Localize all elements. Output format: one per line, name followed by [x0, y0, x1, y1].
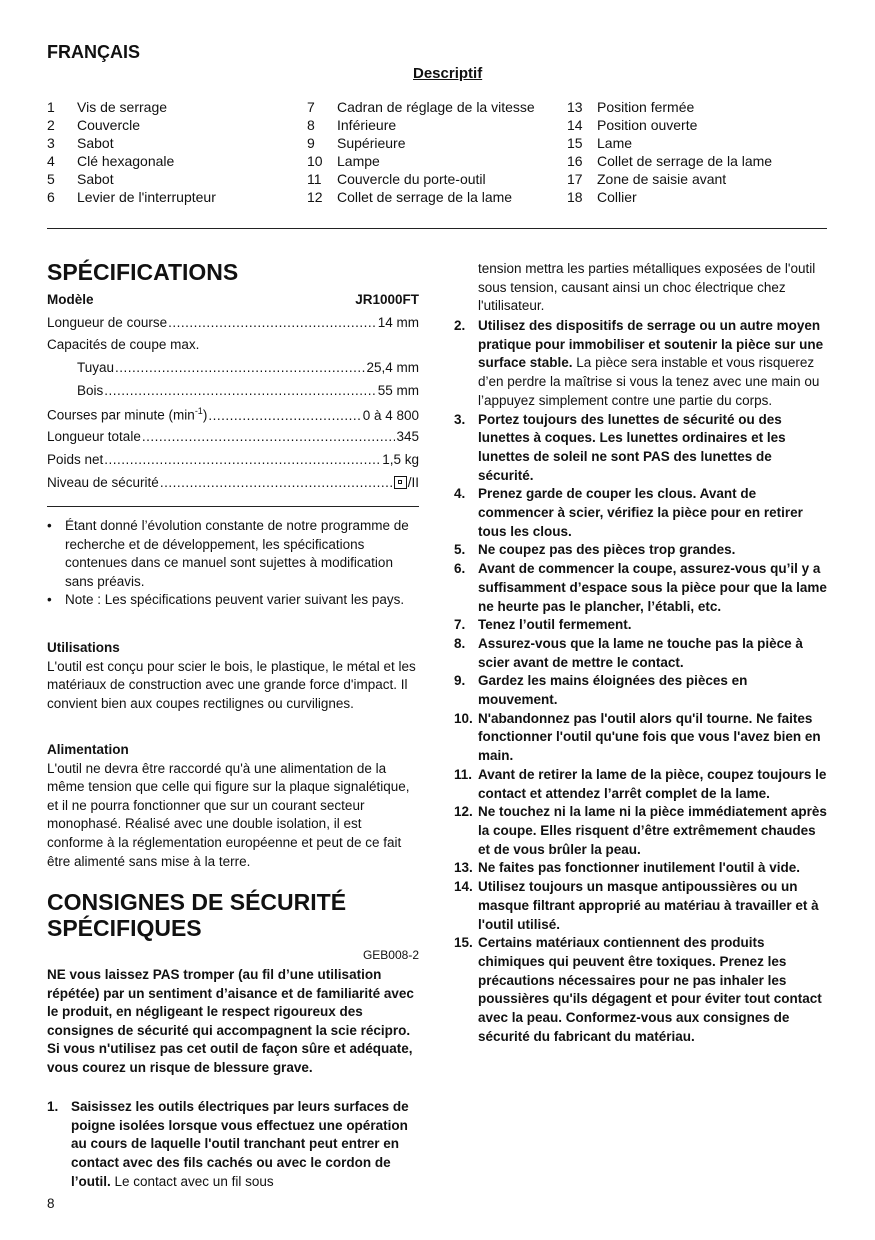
safety-item: 3. Portez toujours des lunettes de sécurité ou des lunettes à coques. Les lunettes ordinaires et les lunettes de soleil ne sont PAS des lunettes de sécurité.: [454, 411, 786, 483]
double-insulation-icon: [394, 476, 407, 489]
model-value: JR1000FT: [355, 292, 419, 307]
safety-item: 5. Ne coupez pas des pièces trop grandes.: [454, 542, 736, 558]
safety-item: 4. Prenez garde de couper les clous. Avant de commencer à scier, vérifiez la pièce pour en retirer tous les clous.: [454, 486, 803, 539]
safety-item: 12. Ne touchez ni la lame ni la pièce immédiatement après la coupe. Elles risquent d’être extrêmement chaudes et de vous brûler la peau.: [454, 804, 827, 857]
safety-item: 2. Utilisez des dispositifs de serrage ou un autre moyen pratique pour immobiliser et soutenir la pièce sur une surface stable. La pièce sera instable et vous risquerez d’en perdre la maîtrise si vous la tenez avec une main ou l’appuyez simplement contre une partie du corps.: [454, 318, 824, 408]
wood-row: [47, 383, 419, 406]
descriptif-item: 1 Vis de serrage: [47, 99, 168, 115]
utilisations-section: [47, 639, 419, 713]
length-row: [47, 429, 419, 452]
descriptif-item: 2 Couvercle: [47, 117, 141, 133]
safety-item: 10. N'abandonnez pas l'outil alors qu'il tourne. Ne faites fonctionner l'outil qu'une fois que vous l'avez bien en main.: [454, 710, 821, 764]
utilisations-text: L'outil est conçu pour scier le bois, le plastique, le métal et les matériaux de construction avec une grande force d'impact. Il convient bien aux coupes rectilignes ou curvilignes.: [47, 658, 416, 711]
descriptif-title: Descriptif: [413, 65, 483, 82]
model-label: Modèle: [47, 292, 94, 307]
safety-item: 14. Utilisez toujours un masque antipoussières ou un masque filtrant approprié au matériau à travailler et à l'outil utilisé.: [454, 879, 819, 932]
spm-row: [47, 406, 419, 429]
weight-label: Poids net: [47, 452, 104, 467]
section-divider: [47, 228, 827, 229]
language-heading: FRANÇAIS: [47, 42, 140, 62]
descriptif-item: 7 Cadran de réglage de la vitesse: [307, 99, 535, 115]
safety-item: 8. Assurez-vous que la lame ne touche pas la pièce à scier avant de mettre le contact.: [454, 635, 803, 670]
specs-divider: [47, 506, 419, 507]
descriptif-item: 9 Supérieure: [307, 135, 406, 151]
length-value: 345: [396, 429, 419, 444]
descriptif-item: 12 Collet de serrage de la lame: [307, 189, 513, 205]
utilisations-title: Utilisations: [47, 640, 120, 655]
descriptif-item: 6 Levier de l'interrupteur: [47, 189, 216, 205]
descriptif-item: 4 Clé hexagonale: [47, 153, 175, 169]
safety-item: 6. Avant de commencer la coupe, assurez-vous qu’il y a suffisamment d’espace sous la pièce pour que la lame ne heurte pas le plancher, l’établi, etc.: [454, 561, 827, 614]
model-row: [47, 292, 419, 315]
spm-value: 0 à 4 800: [362, 407, 419, 423]
descriptif-column-2: [307, 98, 562, 206]
safety-item-1: 1. Saisissez les outils électriques par leurs surfaces de poigne isolées lorsque vous effectuez une opération au cours de laquelle l'outil tranchant peut entrer en contact avec des fils cachés ou avec le cordon de l’outil. Le contact avec un fil sous: [47, 1099, 409, 1189]
safety-item: 11. Avant de retirer la lame de la pièce, coupez toujours le contact et attendez l’arrêt complet de la lame.: [454, 766, 827, 801]
wood-value: 55 mm: [377, 383, 419, 398]
descriptif-item: 15 Lame: [567, 135, 633, 151]
descriptif-item: 11 Couvercle du porte-outil: [307, 171, 486, 187]
specifications-table: [47, 292, 419, 498]
descriptif-item: 14 Position ouverte: [567, 117, 698, 133]
descriptif-item: 5 Sabot: [47, 171, 114, 187]
safety-item-1-continued: tension mettra les parties métalliques exposées de l'outil sous tension, causant ainsi un choc électrique chez l'utilisateur.: [478, 261, 816, 314]
pipe-value: 25,4 mm: [366, 360, 419, 375]
consignes-code: GEB008-2: [362, 948, 419, 962]
safety-item: 15. Certains matériaux contiennent des produits chimiques qui peuvent être toxiques. Prenez les précautions nécessaires pour ne pas inhaler les poussières qu'ils dégagent et pour éviter tout contact avec la peau. Conformez-vous aux consignes de sécurité du fabricant du matériau.: [454, 935, 822, 1044]
note-item: • Note : Les spécifications peuvent varier suivant les pays.: [47, 592, 405, 608]
pipe-row: [47, 360, 419, 383]
note-item: • Étant donné l’évolution constante de notre programme de recherche et de développement, les spécifications contenues dans ce manuel sont sujettes à modification sans préavis.: [47, 518, 409, 589]
alimentation-text: L'outil ne devra être raccordé qu'à une alimentation de la même tension que celle qui figure sur la plaque signalétique, et il ne pourra fonctionner que sur un courant secteur monophasé. Réalisé avec une double isolation, il est conforme à la réglementation européenne et peut de ce fait être alimenté sans mise à la terre.: [47, 760, 410, 869]
descriptif-column-1: [47, 98, 297, 206]
weight-row: [47, 452, 419, 475]
safety-row: [47, 475, 419, 498]
wood-label: Bois: [77, 383, 104, 398]
specs-notes: [47, 517, 419, 610]
descriptif-item: 18 Collier: [567, 189, 637, 205]
descriptif-item: 8 Inférieure: [307, 117, 397, 133]
descriptif-column-3: [567, 98, 827, 206]
alimentation-section: [47, 741, 419, 871]
consignes-intro: NE vous laissez PAS tromper (au fil d’une utilisation répétée) par un sentiment d’aisance et de familiarité avec le produit, en négligeant le respect rigoureux des consignes de sécurité qui accompagnent la scie récipro. Si vous n'utilisez pas cet outil de façon sûre et adéquate, vous courez un risque de blessure grave.: [47, 967, 414, 1075]
descriptif-item: 13 Position fermée: [567, 99, 695, 115]
specifications-title: SPÉCIFICATIONS: [47, 259, 239, 285]
stroke-label: Longueur de course: [47, 315, 168, 330]
consignes-title: CONSIGNES DE SÉCURITÉ SPÉCIFIQUES: [47, 889, 347, 941]
pipe-label: Tuyau: [77, 360, 115, 375]
safety-list: [454, 317, 828, 1046]
length-label: Longueur totale: [47, 429, 141, 444]
descriptif-item: 16 Collet de serrage de la lame: [567, 153, 773, 169]
descriptif-item: 10 Lampe: [307, 153, 380, 169]
safety-label: Niveau de sécurité: [47, 475, 159, 490]
descriptif-item: 17 Zone de saisie avant: [567, 171, 727, 187]
weight-value: 1,5 kg: [382, 452, 419, 467]
safety-item: 9. Gardez les mains éloignées des pièces en mouvement.: [454, 673, 748, 708]
capacity-label: Capacités de coupe max.: [47, 337, 200, 352]
safety-item: 7. Tenez l’outil fermement.: [454, 617, 632, 633]
capacity-row: [47, 337, 419, 359]
alimentation-title: Alimentation: [47, 742, 129, 757]
safety-value: /II: [394, 475, 419, 490]
safety-item: 13. Ne faites pas fonctionner inutilement l'outil à vide.: [454, 860, 801, 876]
spm-label: Courses par minute $(\min^{-1})$: [47, 406, 208, 423]
descriptif-item: 3 Sabot: [47, 135, 114, 151]
page-number: 8: [47, 1196, 55, 1211]
stroke-row: [47, 315, 419, 337]
stroke-value: 14 mm: [377, 315, 419, 330]
